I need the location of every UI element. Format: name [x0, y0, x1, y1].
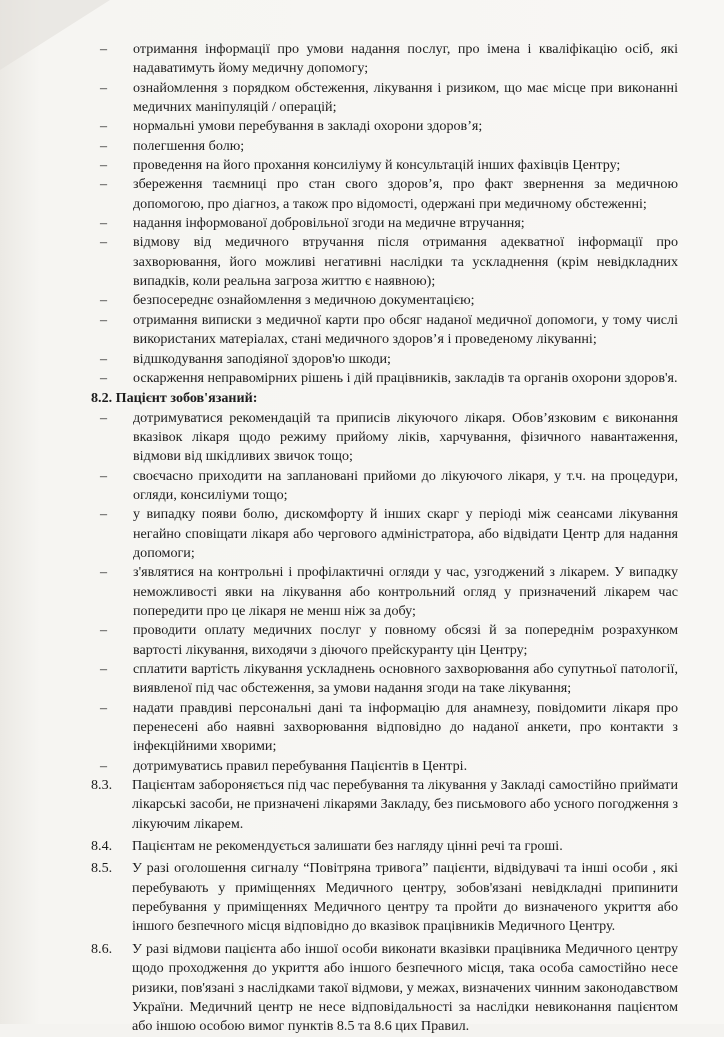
list-dash: – — [100, 409, 108, 426]
list-item: – з'являтися на контрольні і профілактичні огляди у час, узгоджений з лікарем. У випадку неможливості явки на лікування або контрольний огляд у призначений лікарем час попередити про це лікаря не менш ніж за добу; — [100, 564, 678, 619]
list-item: – надати правдиві персональні дані та інформацію для анамнезу, повідомити лікаря про перенесені або наявні захворювання відповідно до наданої анкети, про контакти з інфекційними хворими; — [100, 699, 678, 755]
list-dash: – — [100, 79, 108, 96]
list-dash: – — [100, 350, 108, 367]
list-item: – проводити оплату медичних послуг у повному обсязі й за попереднім розрахунком вартості лікування, виходячи з діючого прейскуранту цін Центру; — [100, 622, 678, 658]
list-item: – дотримуватися рекомендацій та приписів лікуючого лікаря. Обов’язковим є виконання вказівок лікаря щодо режиму прийому ліків, харчування, фізичного навантаження, відмови від шкідливих звичок тощо; — [100, 409, 678, 465]
list-dash: – — [100, 176, 108, 193]
list-item: – своєчасно приходити на заплановані прийоми до лікуючого лікаря, у т.ч. на процедури, огляди, консиліуми тощо; — [100, 467, 678, 503]
list-item: – відмову від медичного втручання після отримання адекватної інформації про захворювання, його можливі негативні наслідки та ускладнення (крім невідкладних випадків, коли реальна загроза життю є наявною); — [100, 234, 678, 290]
list-dash: – — [100, 699, 108, 716]
list-item: – надання інформованої добровільної згоди на медичне втручання; — [0, 214, 724, 233]
list-dash: – — [100, 41, 108, 57]
paragraph-8-6: 8.6. У разі відмови пацієнта або іншої особи виконати вказівки працівника Медичного центру щодо проходження до укриття або іншого безпечного місця, така особа самостійно несе ризики, пов'язані з наслідками такої відмови, у межах, визначених чинним законодавством України. Медичний центр не несе відповідальності за наслідки невиконання пацієнтом або іншою особою вимог пунктів 8.5 та 8.6 цих Правил. — [91, 940, 678, 1035]
list-item: – отримання інформації про умови надання послуг, про імена і кваліфікацію осіб, які надаватимуть йому медичну допомогу; — [100, 41, 678, 77]
list-dash: – — [100, 137, 108, 154]
list-item: – проведення на його прохання консиліуму й консультацій інших фахівців Центру; — [0, 156, 724, 175]
list-item: – нормальні умови перебування в закладі охорони здоров’я; — [0, 117, 724, 136]
paragraph-number: 8.3. — [91, 777, 113, 794]
list-dash: – — [100, 757, 108, 774]
list-item: – збереження таємниці про стан свого здоров’я, про факт звернення за медичною допомогою, про діагноз, а також про відомості, одержані при медичному обстеженні; — [100, 176, 678, 212]
list-dash: – — [100, 506, 108, 523]
list-dash: – — [100, 467, 108, 484]
paragraph-number: 8.4. — [91, 838, 113, 855]
paragraph-number: 8.5. — [91, 860, 113, 877]
paragraph-number: 8.6. — [91, 940, 113, 957]
paragraph-8-3: 8.3. Пацієнтам забороняється під час перебування та лікування у Закладі самостійно приймати лікарські засоби, не призначені лікарями Закладу, без письмового або усного погодження з лікуючим лікарем. — [91, 777, 679, 832]
list-item: – сплатити вартість лікування ускладнень основного захворювання або супутньої патології, виявленої під час обстеження, за умови надання згоди на таке лікування; — [100, 661, 678, 697]
list-dash: – — [100, 157, 108, 174]
list-item: – ознайомлення з порядком обстеження, лікування і ризиком, що має місце при виконанні медичних маніпуляцій / операцій; — [100, 79, 678, 116]
rights-list — [0, 40, 724, 388]
list-dash: – — [100, 369, 108, 386]
list-item: – полегшення болю; — [0, 137, 724, 156]
list-dash: – — [100, 622, 108, 639]
list-item: – оскарження неправомірних рішень і дій працівників, закладів та органів охорони здоров'я. — [0, 369, 724, 388]
paragraph-8-4: 8.4. Пацієнтам не рекомендується залишати без нагляду цінні речі та гроші. — [0, 837, 724, 856]
document-body — [0, 40, 724, 1037]
list-dash: – — [100, 311, 108, 328]
list-dash: – — [100, 118, 108, 135]
list-dash: – — [100, 661, 108, 677]
duties-list — [0, 409, 724, 777]
list-dash: – — [100, 215, 108, 232]
list-item: – відшкодування заподіяної здоров'ю шкоди; — [0, 350, 724, 369]
list-item: – дотримуватись правил перебування Пацієнтів в Центрі. — [0, 757, 724, 776]
paragraph-8-5: 8.5. У разі оголошення сигналу “Повітряна тривога” пацієнти, відвідувачі та інші особи , які перебувають у приміщеннях Медичного центру, зобов'язані невідкладні припинити перебування у приміщеннях Медичного центру та пройти до визначеного укриття або іншого безпечного місця відповідно до вказівок працівників Медичного Центру. — [91, 860, 678, 935]
list-item: – отримання виписки з медичної карти про обсяг наданої медичної допомоги, у тому числі використаних матеріалах, стані медичного здоров’я і проведеному лікуванні; — [100, 311, 678, 348]
list-item: – безпосереднє ознайомлення з медичною документацією; — [0, 291, 724, 310]
list-dash: – — [100, 292, 108, 309]
list-dash: – — [100, 234, 108, 251]
list-item: – у випадку появи болю, дискомфорту й інших скарг у періоді між сеансами лікування негайно сповіщати лікаря або чергового адміністратора, або відвідати Центр для надання допомоги; — [100, 506, 678, 561]
section-heading: 8.2. Пацієнт зобов'язаний: — [91, 390, 258, 407]
list-dash: – — [100, 564, 108, 581]
